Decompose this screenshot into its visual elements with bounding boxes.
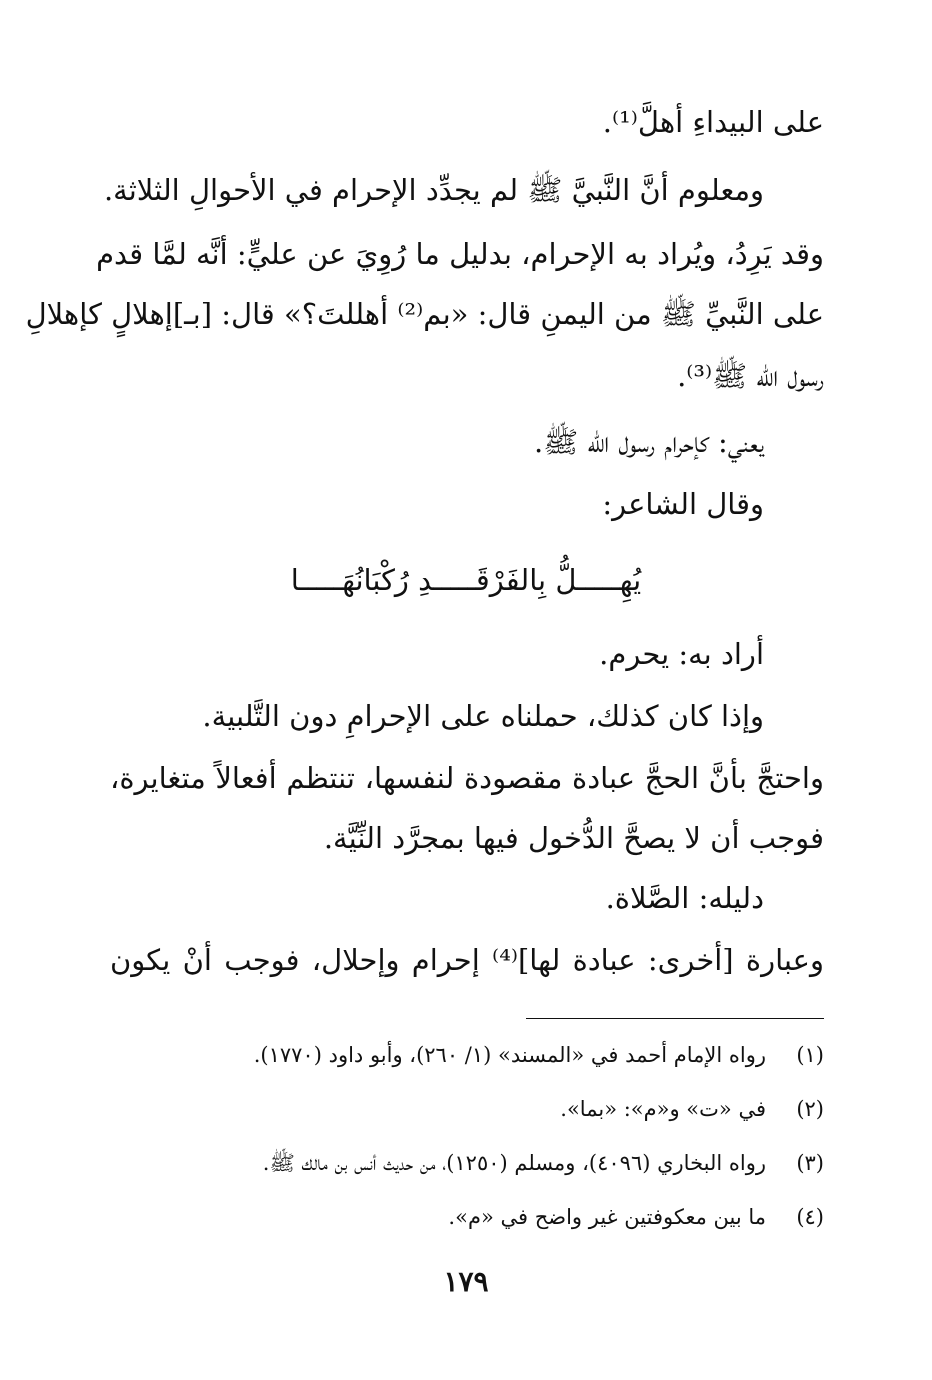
footnote-text: ما بين معكوفتين غير واضح في «م».: [448, 1205, 766, 1229]
footnote-number: (٣): [796, 1151, 824, 1175]
body-line-11: واحتجَّ بأنَّ الحجَّ عبادة مقصودة لنفسها، تنتظم أفعالاً متغايرة،: [110, 761, 824, 795]
body-line-14: وعبارة [أخرى: عبادة لها]⁽⁴⁾ إحرام وإحلال، فوجب أنْ يكون: [110, 943, 824, 977]
footnote-number: (٢): [796, 1097, 824, 1121]
body-line-7: وقال الشاعر:: [602, 487, 764, 521]
body-line-1: على البيداءِ أهلَّ⁽¹⁾.: [602, 105, 824, 139]
footnote-divider: [526, 1018, 824, 1019]
body-line-4: على النَّبيِّ ﷺ من اليمنِ قال: «بم⁽²⁾ أهللتَ؟» قال: [بـ]إهلالٍ كإهلالِ: [25, 297, 824, 331]
body-line-9: أراد به: يحرم.: [599, 637, 764, 671]
body-line-6: يعني: كإحرام رسول الله ﷺ.: [534, 425, 764, 459]
body-line-10: وإذا كان كذلك، حملناه على الإحرامِ دون التَّلبية.: [202, 699, 764, 733]
body-line-3: وقد يَرِدُ، ويُراد به الإحرام، بدليل ما رُوِيَ عن عليٍّ: أنَّه لمَّا قدم: [96, 237, 824, 271]
footnote-4: [448, 1200, 824, 1234]
footnote-text: في «ت» و«م»: «بما».: [560, 1097, 766, 1121]
poetry-verse: يُهِـــــلُّ بِالفَرْقَـــــدِ رُكْبَانُهَـــــا: [290, 563, 642, 597]
body-line-2: ومعلوم أنَّ النَّبيَّ ﷺ لم يجدِّد الإحرام في الأحوالِ الثلاثة.: [103, 173, 764, 207]
page-number: ١٧٩: [443, 1265, 489, 1298]
footnote-number: (٤): [796, 1205, 824, 1229]
body-line-13: دليله: الصَّلاة.: [605, 881, 764, 915]
footnote-1: [254, 1038, 824, 1072]
body-line-5: رسول الله ﷺ⁽³⁾.: [677, 359, 824, 393]
footnote-3: [263, 1146, 824, 1180]
footnote-text: رواه الإمام أحمد في «المسند» (١/ ٢٦٠)، وأبو داود (١٧٧٠).: [253, 1043, 766, 1067]
body-line-12: فوجب أن لا يصحَّ الدُّخول فيها بمجرَّد النِّيَّة.: [323, 821, 824, 855]
footnote-number: (١): [796, 1043, 824, 1067]
footnote-2: [560, 1092, 824, 1126]
footnote-text: رواه البخاري (٤٠٩٦)، ومسلم (١٢٥٠)، من حديث أنس بن مالك ﷺ.: [262, 1151, 766, 1175]
